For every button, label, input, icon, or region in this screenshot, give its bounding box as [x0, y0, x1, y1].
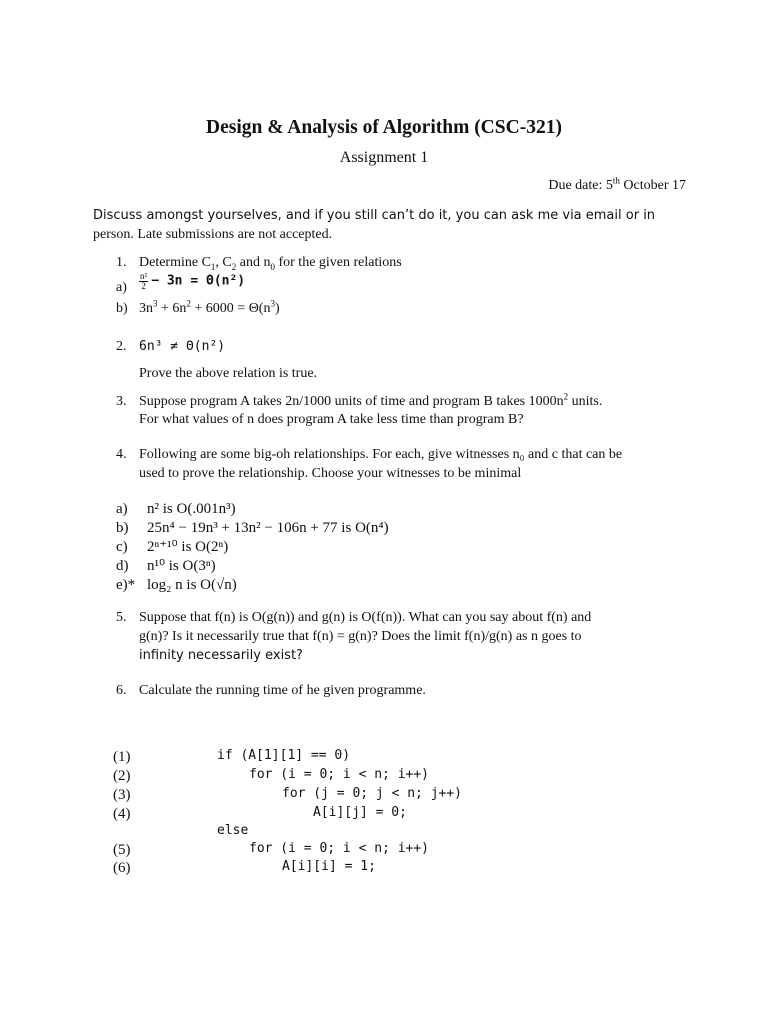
q4b-label: b) — [116, 520, 129, 536]
q4-number: 4. — [116, 447, 127, 462]
q1-number: 1. — [116, 255, 127, 270]
q3-line-2: For what values of n does program A take less time than program B? — [139, 412, 524, 427]
q1-sub0: 0 — [270, 261, 275, 272]
q1-text-post: for the given relations — [274, 255, 402, 270]
due-date — [548, 175, 686, 195]
q1a-label: a) — [116, 280, 127, 295]
intro-line-2: person. Late submissions are not accepted. — [93, 227, 333, 242]
q5-line-2: g(n)? Is it necessarily true that f(n) = g(n)? Does the limit f(n)/g(n) as n goes to — [139, 629, 582, 644]
q2-relation: 6n³ ≠ Θ(n²) — [139, 339, 226, 354]
q1b-s3: 3 — [270, 298, 275, 309]
q4a-expression: n² is O(.001n³) — [147, 501, 236, 517]
q1b-p4: ) — [274, 301, 280, 316]
q4d-expression: n¹⁰ is O(3ⁿ) — [147, 558, 216, 574]
q6-number: 6. — [116, 683, 127, 698]
q1a-frac-den: 2 — [141, 281, 146, 291]
q3-line-1-post: units. — [568, 394, 603, 409]
q1-sub2: 2 — [231, 261, 237, 272]
q1a-expression — [139, 272, 245, 291]
q4c-expression: 2ⁿ⁺¹⁰ is O(2ⁿ) — [147, 539, 229, 555]
q1b-p3: + 6000 = Θ(n — [190, 301, 271, 316]
code-line-1: if (A[1][1] == 0) — [217, 748, 351, 763]
code-line-2: for (i = 0; i < n; i++) — [249, 767, 430, 782]
q5-line-3: infinity necessarily exist? — [139, 648, 303, 663]
q3-line-1-sup: 2 — [563, 391, 569, 402]
q1b-s1: 3 — [153, 298, 158, 309]
code-line-5: for (i = 0; i < n; i++) — [249, 841, 430, 856]
due-date-prefix: Due date: 5 — [548, 178, 613, 193]
document-subtitle: Assignment 1 — [339, 149, 429, 166]
q1a-rest: − 3n = Θ(n²) — [151, 273, 246, 289]
q3-line-1-pre: Suppose program A takes 2n/1000 units of time and program B takes 1000n — [139, 394, 564, 409]
q6-text: Calculate the running time of he given programme. — [139, 683, 426, 698]
q3-number: 3. — [116, 394, 127, 409]
code-line-1-label: (1) — [113, 749, 131, 765]
due-date-sup: th — [612, 175, 620, 186]
q4b-expression: 25n⁴ − 19n³ + 13n² − 106n + 77 is O(n⁴) — [147, 520, 389, 536]
q4-line-2: used to prove the relationship. Choose your witnesses to be minimal — [139, 466, 522, 481]
q1b-expression — [139, 298, 280, 318]
q4d-label: d) — [116, 558, 129, 574]
q4a-label: a) — [116, 501, 128, 517]
code-line-6-label: (6) — [113, 860, 131, 876]
q5-number: 5. — [116, 610, 127, 625]
code-line-3: for (j = 0; j < n; j++) — [282, 786, 463, 801]
intro-line-1: Discuss amongst yourselves, and if you still can’t do it, you can ask me via email or in — [93, 208, 656, 223]
code-line-3-label: (3) — [113, 787, 131, 803]
q5-line-1: Suppose that f(n) is O(g(n)) and g(n) is O(f(n)). What can you say about f(n) and — [139, 610, 592, 625]
document-title: Design & Analysis of Algorithm (CSC-321) — [206, 117, 562, 138]
code-line-2-label: (2) — [113, 768, 131, 784]
q1b-label: b) — [116, 301, 128, 316]
q2-text: Prove the above relation is true. — [139, 366, 318, 381]
q1a-fraction — [139, 272, 148, 291]
q3-line-1 — [139, 391, 603, 411]
code-line-4-label: (4) — [113, 806, 131, 822]
q1b-s2: 2 — [186, 298, 191, 309]
code-line-6: A[i][i] = 1; — [282, 859, 376, 874]
code-line-5-label: (5) — [113, 842, 131, 858]
q1-mid1: , C — [215, 255, 232, 270]
q1-text-pre: Determine C — [139, 255, 211, 270]
code-line-else: else — [217, 823, 249, 838]
q1b-p1: 3n — [139, 301, 153, 316]
q1b-p2: + 6n — [157, 301, 187, 316]
q4e-expression: log₂ n is O(√n) — [147, 577, 237, 593]
q1-sub1: 1 — [210, 261, 216, 272]
q4c-label: c) — [116, 539, 128, 555]
q1-text — [139, 255, 402, 272]
q2-number: 2. — [116, 339, 127, 354]
q1a-frac-num: n² — [140, 271, 148, 281]
due-date-suffix: October 17 — [619, 178, 686, 193]
q4e-label: e)* — [116, 577, 136, 593]
q1-mid2: and n — [236, 255, 271, 270]
code-line-4: A[i][j] = 0; — [313, 805, 407, 820]
q4-line-1: Following are some big-oh relationships. For each, give witnesses n₀ and c that can be — [139, 447, 623, 462]
